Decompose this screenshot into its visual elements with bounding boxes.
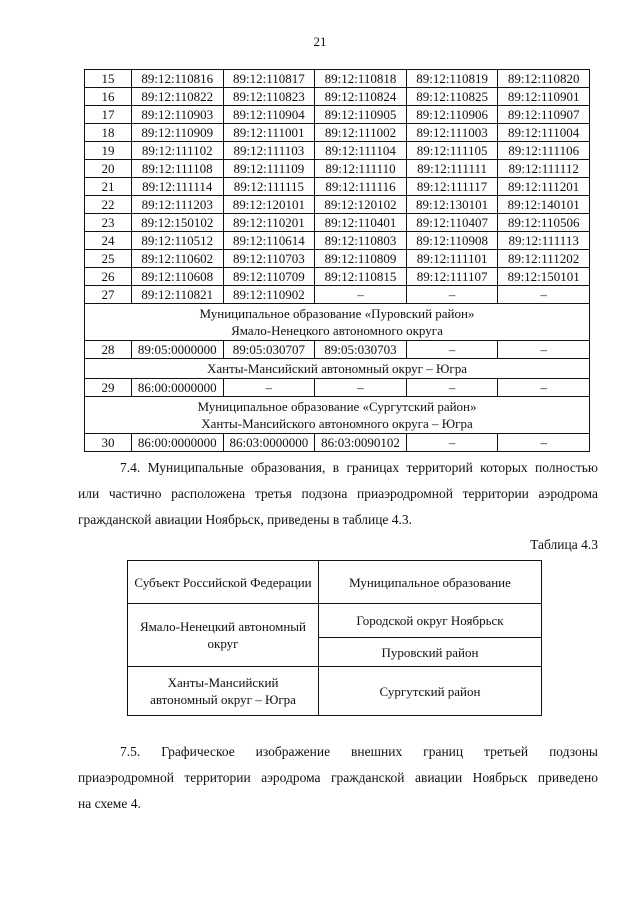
cadastral-number: 89:12:111105 — [406, 142, 498, 160]
cadastral-number: 89:12:111113 — [498, 232, 590, 250]
row-number: 22 — [85, 196, 132, 214]
cadastral-number: 89:12:110512 — [132, 232, 224, 250]
cadastral-number: 89:12:111108 — [132, 160, 224, 178]
cadastral-number: – — [406, 286, 498, 304]
row-number: 19 — [85, 142, 132, 160]
cadastral-number: – — [498, 286, 590, 304]
cadastral-number: 89:12:110817 — [223, 70, 315, 88]
cadastral-number: 89:12:110815 — [315, 268, 407, 286]
cadastral-number: 89:12:110820 — [498, 70, 590, 88]
table-row — [85, 250, 590, 268]
row-number: 27 — [85, 286, 132, 304]
cell-purovsky: Пуровский район — [319, 638, 542, 667]
cadastral-number: 89:12:120102 — [315, 196, 407, 214]
table-row — [85, 359, 590, 379]
cadastral-number: 89:12:110703 — [223, 250, 315, 268]
table-row — [85, 304, 590, 341]
table-row — [128, 604, 542, 638]
row-number: 17 — [85, 106, 132, 124]
cadastral-number: 89:12:110819 — [406, 70, 498, 88]
table-row: 29 86:00:0000000 – – – – — [85, 379, 590, 397]
cadastral-number: 89:12:110909 — [132, 124, 224, 142]
cadastral-number: 89:12:110816 — [132, 70, 224, 88]
cadastral-number: 89:12:110614 — [223, 232, 315, 250]
table-row — [85, 214, 590, 232]
cadastral-number: 89:12:110823 — [223, 88, 315, 106]
cadastral-number: 89:12:110825 — [406, 88, 498, 106]
header-municipality: Муниципальное образование — [319, 561, 542, 604]
cadastral-number: 89:12:111109 — [223, 160, 315, 178]
row-number: 24 — [85, 232, 132, 250]
cadastral-number: 89:12:111001 — [223, 124, 315, 142]
section-hmao: Ханты-Мансийский автономный округ – Югра — [85, 359, 590, 379]
cadastral-number: 89:12:110906 — [406, 106, 498, 124]
cadastral-number: 89:12:111117 — [406, 178, 498, 196]
section-surgut: Муниципальное образование «Сургутский район» Ханты-Мансийского автономного округа – Югра — [85, 397, 590, 434]
cadastral-number: 89:12:111203 — [132, 196, 224, 214]
cadastral-number: 89:12:111114 — [132, 178, 224, 196]
cadastral-number: 89:12:110824 — [315, 88, 407, 106]
cadastral-number: 89:12:110201 — [223, 214, 315, 232]
cadastral-number: 89:12:110901 — [498, 88, 590, 106]
cadastral-number: – — [315, 286, 407, 304]
cadastral-number: 89:12:111202 — [498, 250, 590, 268]
table-row — [85, 232, 590, 250]
cell-hmao: Ханты-Мансийский автономный округ – Югра — [128, 667, 319, 716]
cadastral-number: 89:12:110608 — [132, 268, 224, 286]
table-row — [85, 178, 590, 196]
cadastral-number: 89:12:111115 — [223, 178, 315, 196]
cadastral-number: 89:12:110506 — [498, 214, 590, 232]
cadastral-number: 89:12:110821 — [132, 286, 224, 304]
cadastral-number: 89:12:111002 — [315, 124, 407, 142]
cadastral-number: 89:12:111201 — [498, 178, 590, 196]
cadastral-number: 89:12:110905 — [315, 106, 407, 124]
cadastral-number: 89:12:110709 — [223, 268, 315, 286]
cadastral-number: 89:12:110903 — [132, 106, 224, 124]
table-row — [85, 397, 590, 434]
table-row — [85, 142, 590, 160]
row-number: 21 — [85, 178, 132, 196]
table-row — [85, 88, 590, 106]
section-purovsky: Муниципальное образование «Пуровский район» Ямало-Ненецкого автономного округа — [85, 304, 590, 341]
row-number: 15 — [85, 70, 132, 88]
cadastral-number: 89:12:150101 — [498, 268, 590, 286]
table-row — [85, 160, 590, 178]
cadastral-number: 89:12:110822 — [132, 88, 224, 106]
cell-surgut: Сургутский район — [319, 667, 542, 716]
table-row — [85, 70, 590, 88]
header-subject: Субъект Российской Федерации — [128, 561, 319, 604]
cadastral-number: 89:12:111104 — [315, 142, 407, 160]
cadastral-number: 89:12:110407 — [406, 214, 498, 232]
paragraph-7-5: 7.5. Графическое изображение внешних границ третьей подзоны приаэродромной территории аэродрома гражданской авиации Ноябрьск приведено на схеме 4. — [78, 744, 598, 811]
cadastral-number: 89:12:140101 — [498, 196, 590, 214]
cadastral-number: 89:12:111107 — [406, 268, 498, 286]
cadastral-number: 89:12:110818 — [315, 70, 407, 88]
municipal-table — [127, 560, 542, 716]
row-number: 18 — [85, 124, 132, 142]
table-row — [85, 286, 590, 304]
cadastral-number: 89:12:111102 — [132, 142, 224, 160]
table-row: 28 89:05:0000000 89:05:030707 89:05:030703 – – — [85, 341, 590, 359]
cadastral-number: 89:12:110401 — [315, 214, 407, 232]
table-row — [128, 667, 542, 716]
cadastral-number: 89:12:110809 — [315, 250, 407, 268]
table-caption: Таблица 4.3 — [530, 537, 598, 552]
cadastral-number: 89:12:110904 — [223, 106, 315, 124]
row-number: 23 — [85, 214, 132, 232]
cadastral-table — [84, 69, 590, 452]
cadastral-number: 89:12:111112 — [498, 160, 590, 178]
cadastral-number: 89:12:110907 — [498, 106, 590, 124]
cadastral-number: 89:12:111003 — [406, 124, 498, 142]
table-row — [85, 268, 590, 286]
cadastral-number: 89:12:111111 — [406, 160, 498, 178]
cadastral-number: 89:12:120101 — [223, 196, 315, 214]
table-row — [85, 196, 590, 214]
paragraph-7-4: 7.4. Муниципальные образования, в границах территорий которых полностью или частично расположена третья подзона приаэродромной территории аэродрома гражданской авиации Ноябрьск, приведены в таблице 4.3. — [78, 460, 598, 527]
cadastral-number: 89:12:111106 — [498, 142, 590, 160]
cadastral-number: 89:12:110908 — [406, 232, 498, 250]
table-row — [85, 106, 590, 124]
cadastral-number: 89:12:111103 — [223, 142, 315, 160]
cadastral-number: 89:12:110902 — [223, 286, 315, 304]
table-row — [128, 561, 542, 604]
cell-yanao: Ямало-Ненецкий автономный округ — [128, 604, 319, 667]
row-number: 16 — [85, 88, 132, 106]
table-row: 30 86:00:0000000 86:03:0000000 86:03:0090102 – – — [85, 434, 590, 452]
cadastral-number: 89:12:130101 — [406, 196, 498, 214]
cadastral-number: 89:12:111004 — [498, 124, 590, 142]
cadastral-number: 89:12:110803 — [315, 232, 407, 250]
cadastral-number: 89:12:110602 — [132, 250, 224, 268]
row-number: 26 — [85, 268, 132, 286]
cadastral-number: 89:12:111116 — [315, 178, 407, 196]
row-number: 25 — [85, 250, 132, 268]
cadastral-number: 89:12:111101 — [406, 250, 498, 268]
page-number: 21 — [313, 34, 327, 49]
cell-noyabrsk: Городской округ Ноябрьск — [319, 604, 542, 638]
cadastral-number: 89:12:150102 — [132, 214, 224, 232]
table-row — [85, 124, 590, 142]
row-number: 20 — [85, 160, 132, 178]
cadastral-number: 89:12:111110 — [315, 160, 407, 178]
